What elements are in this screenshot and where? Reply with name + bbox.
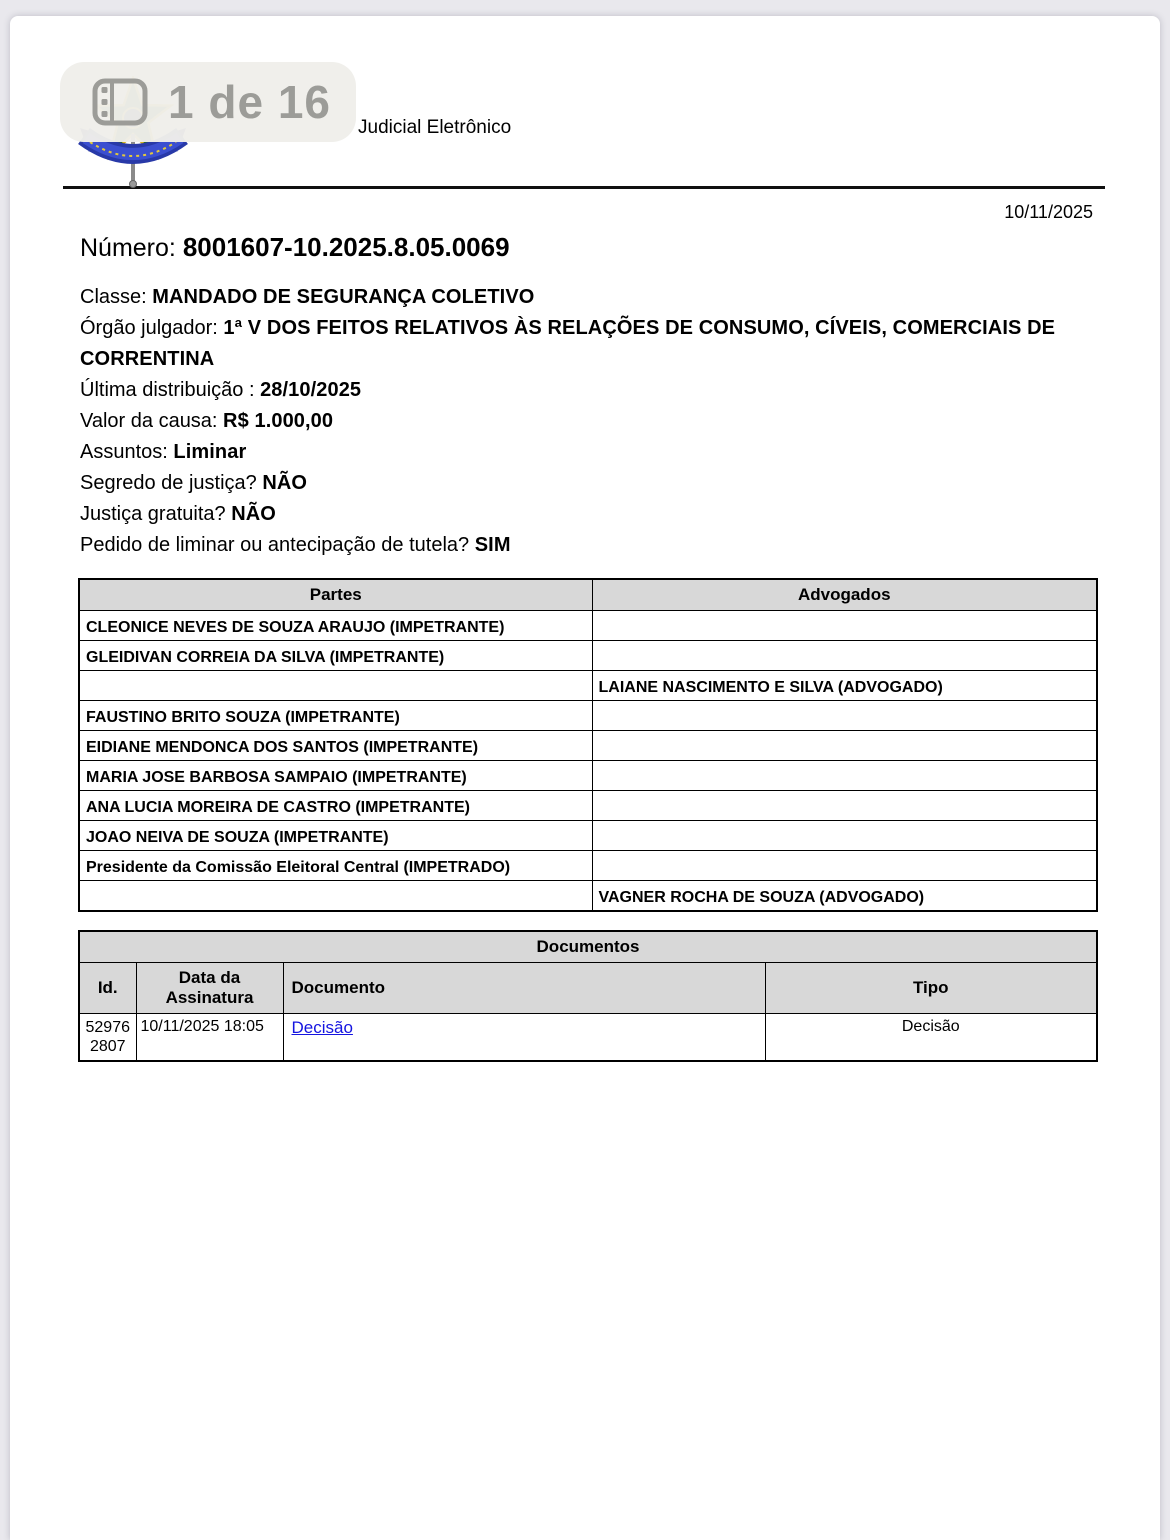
data-assinatura-column-header: Data da Assinatura (136, 963, 283, 1014)
field-pedido-liminar: Pedido de liminar ou antecipação de tutela? SIM (80, 534, 511, 556)
table-row (79, 671, 1097, 701)
field-orgao-julgador: Órgão julgador: 1ª V DOS FEITOS RELATIVOS ÀS RELAÇÕES DE CONSUMO, CÍVEIS, COMERCIAIS DE CORRENTINA (80, 317, 1056, 370)
table-row (79, 641, 1097, 671)
documento-data-cell: 10/11/2025 18:05 (136, 1014, 283, 1062)
case-fields (80, 282, 1100, 561)
parte-cell: JOAO NEIVA DE SOUZA (IMPETRANTE) (79, 821, 592, 851)
documento-column-header: Documento (283, 963, 765, 1014)
field-ultima-distribuicao: Última distribuição : 28/10/2025 (80, 379, 362, 401)
page-indicator-pill[interactable] (60, 62, 356, 142)
documentos-table (78, 930, 1098, 1062)
table-row (79, 761, 1097, 791)
header-title: Judicial Eletrônico (358, 117, 512, 138)
id-column-header: Id. (79, 963, 136, 1014)
documento-tipo-cell: Decisão (765, 1014, 1097, 1062)
advogado-cell (592, 611, 1097, 641)
advogados-column-header: Advogados (592, 579, 1097, 611)
parte-cell: EIDIANE MENDONCA DOS SANTOS (IMPETRANTE) (79, 731, 592, 761)
table-row (79, 611, 1097, 641)
documento-cell (283, 1014, 765, 1062)
table-row (79, 821, 1097, 851)
page-thumbnails-icon (92, 78, 148, 126)
documento-row (79, 1014, 1097, 1062)
documentos-title: Documentos (79, 931, 1097, 963)
advogado-cell (592, 701, 1097, 731)
header-rule (63, 186, 1105, 189)
table-row (79, 731, 1097, 761)
advogado-cell (592, 731, 1097, 761)
case-number-line (80, 232, 510, 263)
parte-cell: CLEONICE NEVES DE SOUZA ARAUJO (IMPETRANTE) (79, 611, 592, 641)
parte-cell (79, 671, 592, 701)
advogado-cell (592, 821, 1097, 851)
case-number-value: 8001607-10.2025.8.05.0069 (182, 232, 510, 262)
case-number-label: Número: (80, 234, 183, 262)
advogado-cell: VAGNER ROCHA DE SOUZA (ADVOGADO) (592, 881, 1097, 911)
field-classe: Classe: MANDADO DE SEGURANÇA COLETIVO (80, 286, 535, 308)
documento-id-cell: 529762807 (79, 1014, 136, 1062)
advogado-cell (592, 791, 1097, 821)
field-segredo-justica: Segredo de justiça? NÃO (80, 472, 308, 494)
partes-table (78, 578, 1098, 912)
parte-cell: ANA LUCIA MOREIRA DE CASTRO (IMPETRANTE) (79, 791, 592, 821)
page-indicator-label: 1 de 16 (168, 76, 331, 128)
parte-cell: FAUSTINO BRITO SOUZA (IMPETRANTE) (79, 701, 592, 731)
advogado-cell (592, 761, 1097, 791)
document-date: 10/11/2025 (1004, 202, 1093, 222)
advogado-cell (592, 641, 1097, 671)
tipo-column-header: Tipo (765, 963, 1097, 1014)
partes-header-row (79, 579, 1097, 611)
parte-cell: Presidente da Comissão Eleitoral Central (IMPETRADO) (79, 851, 592, 881)
table-row (79, 881, 1097, 911)
parte-cell: MARIA JOSE BARBOSA SAMPAIO (IMPETRANTE) (79, 761, 592, 791)
table-row (79, 701, 1097, 731)
documento-link[interactable]: Decisão (291, 1018, 353, 1037)
field-justica-gratuita: Justiça gratuita? NÃO (80, 503, 276, 525)
documentos-title-row (79, 931, 1097, 963)
documentos-header-row (79, 963, 1097, 1014)
table-row (79, 851, 1097, 881)
field-assuntos: Assuntos: Liminar (80, 441, 247, 463)
document-page (10, 16, 1160, 1540)
table-row (79, 791, 1097, 821)
parte-cell (79, 881, 592, 911)
advogado-cell: LAIANE NASCIMENTO E SILVA (ADVOGADO) (592, 671, 1097, 701)
advogado-cell (592, 851, 1097, 881)
field-valor-da-causa: Valor da causa: R$ 1.000,00 (80, 410, 334, 432)
partes-column-header: Partes (79, 579, 592, 611)
parte-cell: GLEIDIVAN CORREIA DA SILVA (IMPETRANTE) (79, 641, 592, 671)
